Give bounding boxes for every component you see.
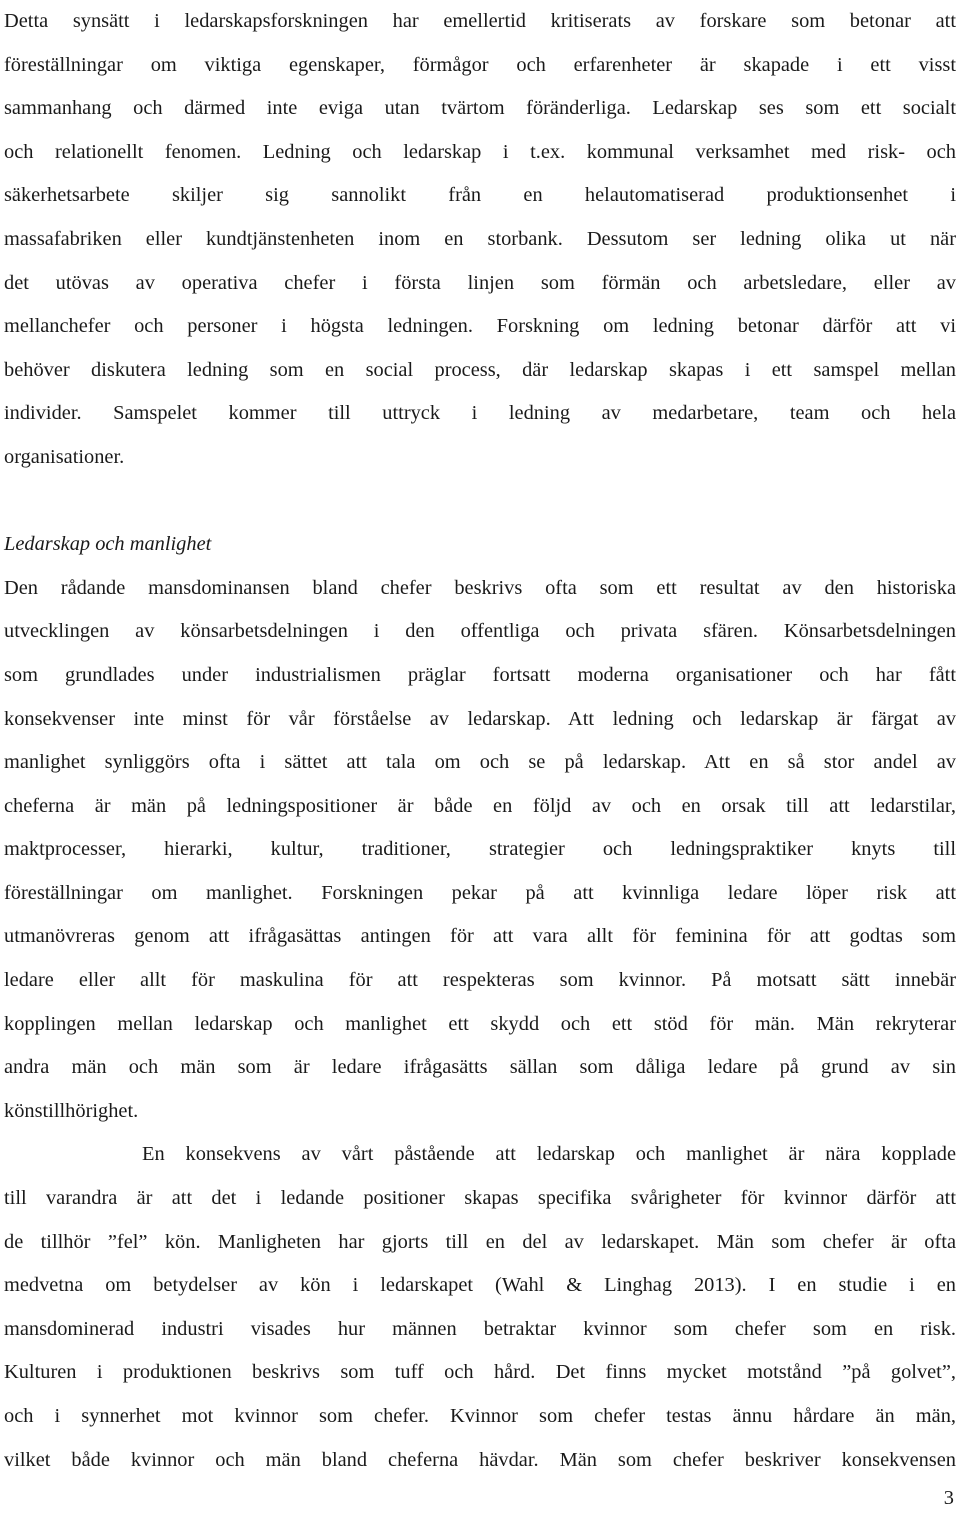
text-line: föreställningar om viktiga egenskaper, förmågor och erfarenheter är skapade i ett visst (4, 53, 956, 76)
page-number: 3 (943, 1487, 954, 1509)
text-line: som grundlades under industrialismen präglar fortsatt moderna organisationer och har fått (4, 663, 956, 686)
text-line: könstillhörighet. (4, 1099, 139, 1122)
text-line: och relationellt fenomen. Ledning och ledarskap i t.ex. kommunal verksamhet med risk- och (4, 140, 956, 163)
text-line: Detta synsätt i ledarskapsforskningen har emellertid kritiserats av forskare som betonar att (4, 10, 956, 32)
text-line: till varandra är att det i ledande positioner skapas specifika svårigheter för kvinnor därför att (4, 1187, 956, 1210)
text-line: maktprocesser, hierarki, kultur, traditioner, strategier och ledningspraktiker knyts till (4, 838, 956, 861)
text-line: det utövas av operativa chefer i första linjen som förmän och arbetsledare, eller av (4, 271, 956, 294)
text-line: individer. Samspelet kommer till uttryck i ledning av medarbetare, team och hela (4, 402, 956, 425)
text-line: vilket både kvinnor och män bland cheferna hävdar. Män som chefer beskriver konsekvensen (4, 1448, 956, 1471)
text-line: utmanövreras genom att ifrågasättas antingen för att vara allt för feminina för att godtas som (4, 925, 956, 948)
text-line: medvetna om betydelser av kön i ledarskapet (Wahl & Linghag 2013). I en studie i en (4, 1274, 956, 1297)
text-line: manlighet synliggörs ofta i sättet att tala om och se på ledarskap. Att en så stor andel av (4, 751, 956, 774)
text-line: säkerhetsarbete skiljer sig sannolikt från en helautomatiserad produktionsenhet i (4, 184, 956, 207)
text-line: konsekvenser inte minst för vår förståelse av ledarskap. Att ledning och ledarskap är färgat av (4, 707, 956, 730)
text-line: sammanhang och därmed inte eviga utan tvärtom föränderliga. Ledarskap ses som ett socialt (4, 97, 956, 120)
text-line: och i synnerhet mot kvinnor som chefer. Kvinnor som chefer testas ännu hårdare än män, (4, 1405, 956, 1427)
section-heading: Ledarskap och manlighet (4, 533, 212, 556)
paragraph-2 (4, 567, 956, 1134)
paragraph-1 (4, 0, 956, 480)
paragraph-gap (4, 480, 956, 524)
text-line: massafabriken eller kundtjänstenheten inom en storbank. Dessutom ser ledning olika ut när (4, 227, 956, 250)
text-line: mansdominerad industri visades hur männen betraktar kvinnor som chefer som en risk. (4, 1317, 956, 1340)
text-line: utvecklingen av könsarbetsdelningen i den offentliga och privata sfären. Könsarbetsdelningen (4, 620, 956, 643)
text-line: mellanchefer och personer i högsta ledningen. Forskning om ledning betonar därför att vi (4, 315, 956, 338)
document-page (4, 0, 956, 1482)
text-line: föreställningar om manlighet. Forskningen pekar på att kvinnliga ledare löper risk att (4, 881, 956, 904)
text-line: organisationer. (4, 445, 125, 468)
text-line: cheferna är män på ledningspositioner är både en följd av och en orsak till att ledarstilar, (4, 794, 956, 817)
text-line: andra män och män som är ledare ifrågasätts sällan som dåliga ledare på grund av sin (4, 1056, 956, 1079)
text-line: Kulturen i produktionen beskrivs som tuff och hård. Det finns mycket motstånd ”på golvet”, (4, 1361, 956, 1384)
text-line: behöver diskutera ledning som en social process, där ledarskap skapas i ett samspel mellan (4, 358, 956, 381)
text-line: Den rådande mansdominansen bland chefer beskrivs ofta som ett resultat av den historiska (4, 576, 956, 599)
text-line: En konsekvens av vårt påstående att ledarskap och manlighet är nära kopplade (142, 1143, 956, 1166)
paragraph-3 (4, 1133, 956, 1482)
text-line: ledare eller allt för maskulina för att respekteras som kvinnor. På motsatt sätt innebär (4, 969, 956, 992)
text-line: kopplingen mellan ledarskap och manlighet ett skydd och ett stöd för män. Män rekryterar (4, 1012, 956, 1035)
text-line: de tillhör ”fel” kön. Manligheten har gjorts till en del av ledarskapet. Män som chefer är ofta (4, 1230, 956, 1253)
